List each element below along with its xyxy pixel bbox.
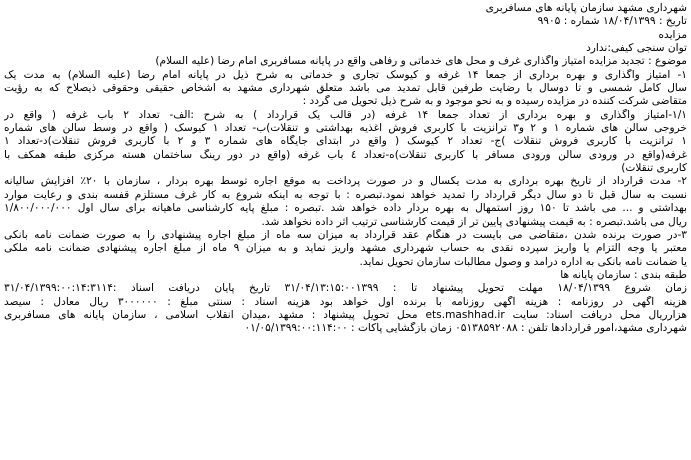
clause-3-line-3: یا ضمانت نامه بانکی به اداره درآمد و وصول مطالبات سازمان تحویل نماید.	[359, 255, 687, 268]
clause-1-1-line-1: ۱/۱-امتیاز واگذاری و بهره برداری از تعداد جمعاً ۱۴ غرفه (در قالب یک قرارداد ) به شرح :الف- تعداد ۲ باب غرفه ( واقع در	[4, 108, 687, 121]
header-org: شهرداری مشهد سازمان پایانه های مسافربری	[485, 2, 687, 14]
fees-line: هزینه آگهی در روزنامه : هزینه آگهی روزنامه با برنده اول خواهد بود هزینه اسناد : سنتی مبلغ : ۳۰۰۰۰۰۰ ریال معادل : سیصد	[4, 295, 687, 308]
clause-3-line-1: ۳-در صورت برنده شدن ،متقاضی می بایست در هنگام عقد قرارداد به میزان سه ماه از مبلغ اجاره پیشنهادی را به صورت ضمانت نامه بانکی	[4, 228, 687, 241]
clause-1-1-line-2: خروجی سالن های شماره ۱ و ۲ و۳ ترانزیت با کاربری فروش اغذیه بهداشتی و تنقلات)ب- تعداد ۱ کیوسک ( واقع در وسط سالن های شماره	[4, 122, 687, 135]
subject-line: موضوع : تجدید مزایده امتیاز واگذاری غرف و محل های خدماتی و رفاهی واقع در پایانه مسافربری امام رضا (علیه السلام)	[155, 55, 687, 68]
clause-1-line-1: ۱- امتیاز واگذاری و بهره برداری از جمعا ۱۴ غرفه و کیوسک تجاری و خدماتی به شرح ذیل در پایانه امام رضا (علیه السلام) به مدت یک	[4, 68, 687, 81]
notice-type: مزایده	[658, 28, 687, 41]
quality-assessment: توان سنجی کیفی:ندارد	[586, 42, 687, 55]
clause-1-line-3: متقاضی شرکت کننده در مزایده رسیده و به نحو موجود و به شرح ذیل تحویل می گردد :	[302, 95, 687, 108]
clause-2-line-4: ریال می باشد.تبصره : به قیمت پیشنهادی پایین تر از قیمت کارشناسی ترتیب اثر داده نخواهد شد.	[261, 215, 687, 228]
contact-opening-line: شهرداری مشهد،امور قراردادها تلفن : ۰۵۱۳۸۵۹۲۰۸۸ زمان بازگشایی پاکات : ۰۱/۰۵/۱۳۹۹:۰۰:۱۱۴:۰۰	[244, 322, 687, 335]
clause-1-1-line-5: کاربری تنقلات)	[621, 162, 687, 175]
clause-2-line-3: بهداشتی و ... می باشد تا ۱۵۰ روز استمهال به بهره بردار داده خواهد شد .تبصره : مبلغ پایه کارشناسی ماهیانه برای سال اول ۱/۸۰۰/۰۰۰/۰۰۰	[4, 202, 687, 215]
schedule-line: زمان شروع ۱۸/۰۴/۱۳۹۹ مهلت تحویل پیشنهاد تا : ۳۱/۰۴/۱۳:۱۵:۰۰۱۳۹۹ تاریخ پایان دریافت اسناد :۳۱/۰۴/۱۳۹۹:۰۰:۱۴:۳۱۱۴	[4, 282, 687, 295]
clause-3-line-2: معتبر یا وجه التزام یا واریز سپرده نقدی به حساب شهرداری مشهد واریز نماید و به میزان ۹ ماه از مبلغ اجاره پیشنهادی ضمانت نامه ملکی	[4, 242, 687, 255]
clause-1-line-2: سال کامل شمسی و تا دوسال با رضایت طرفین قابل تمدید می باشد متعلق شهرداری مشهد به اشخاص حقیقی وحقوقی ذیصلاح که به رؤیت	[4, 82, 687, 95]
classification: طبقه بندی : سازمان پایانه ها	[560, 268, 687, 281]
clause-2-line-1: ۲- مدت قرارداد از تاریخ بهره برداری به مدت یکسال و در صورت پرداخت به موقع اجاره توسط بهره بردار ، سازمان با ۲۰٪ افزایش سالیانه	[4, 175, 687, 188]
clause-2-line-2: نسبت به سال قبل تا دو سال دیگر قرارداد را تمدید خواهد نمود.تبصره : با توجه به اینکه شروع به کار غرف مستلزم قفسه بندی و رعایت موارد	[4, 188, 687, 201]
documents-location-line: هزارریال محل دریافت اسناد: سایت ets.mashhad.ir محل تحویل پیشنهاد : مشهد ،میدان انقلاب اسلامی ، سازمان پایانه های مسافربری	[4, 308, 687, 321]
clause-1-1-line-4: غرفه(واقع در ورودی سالن ورودی مسافر با کاربری تنقلات)ه-تعداد ٤ باب غرفه (واقع در دور رینگ ساختمان هسته مرکزی طبقه همکف با	[4, 148, 687, 161]
date-number-line: تاریخ : ۱۸/۰۴/۱۳۹۹ شماره : ۹۹۰۵	[537, 15, 687, 28]
clause-1-1-line-3: ۱ ترانزیت با کاربری فروش تنقلات )ج- تعداد ۲ کیوسک ( واقع در ابتدای جایگاه های شماره ۳ و ۲ با کاربری فروش تنقلات)د-تعداد ۱	[4, 135, 687, 148]
